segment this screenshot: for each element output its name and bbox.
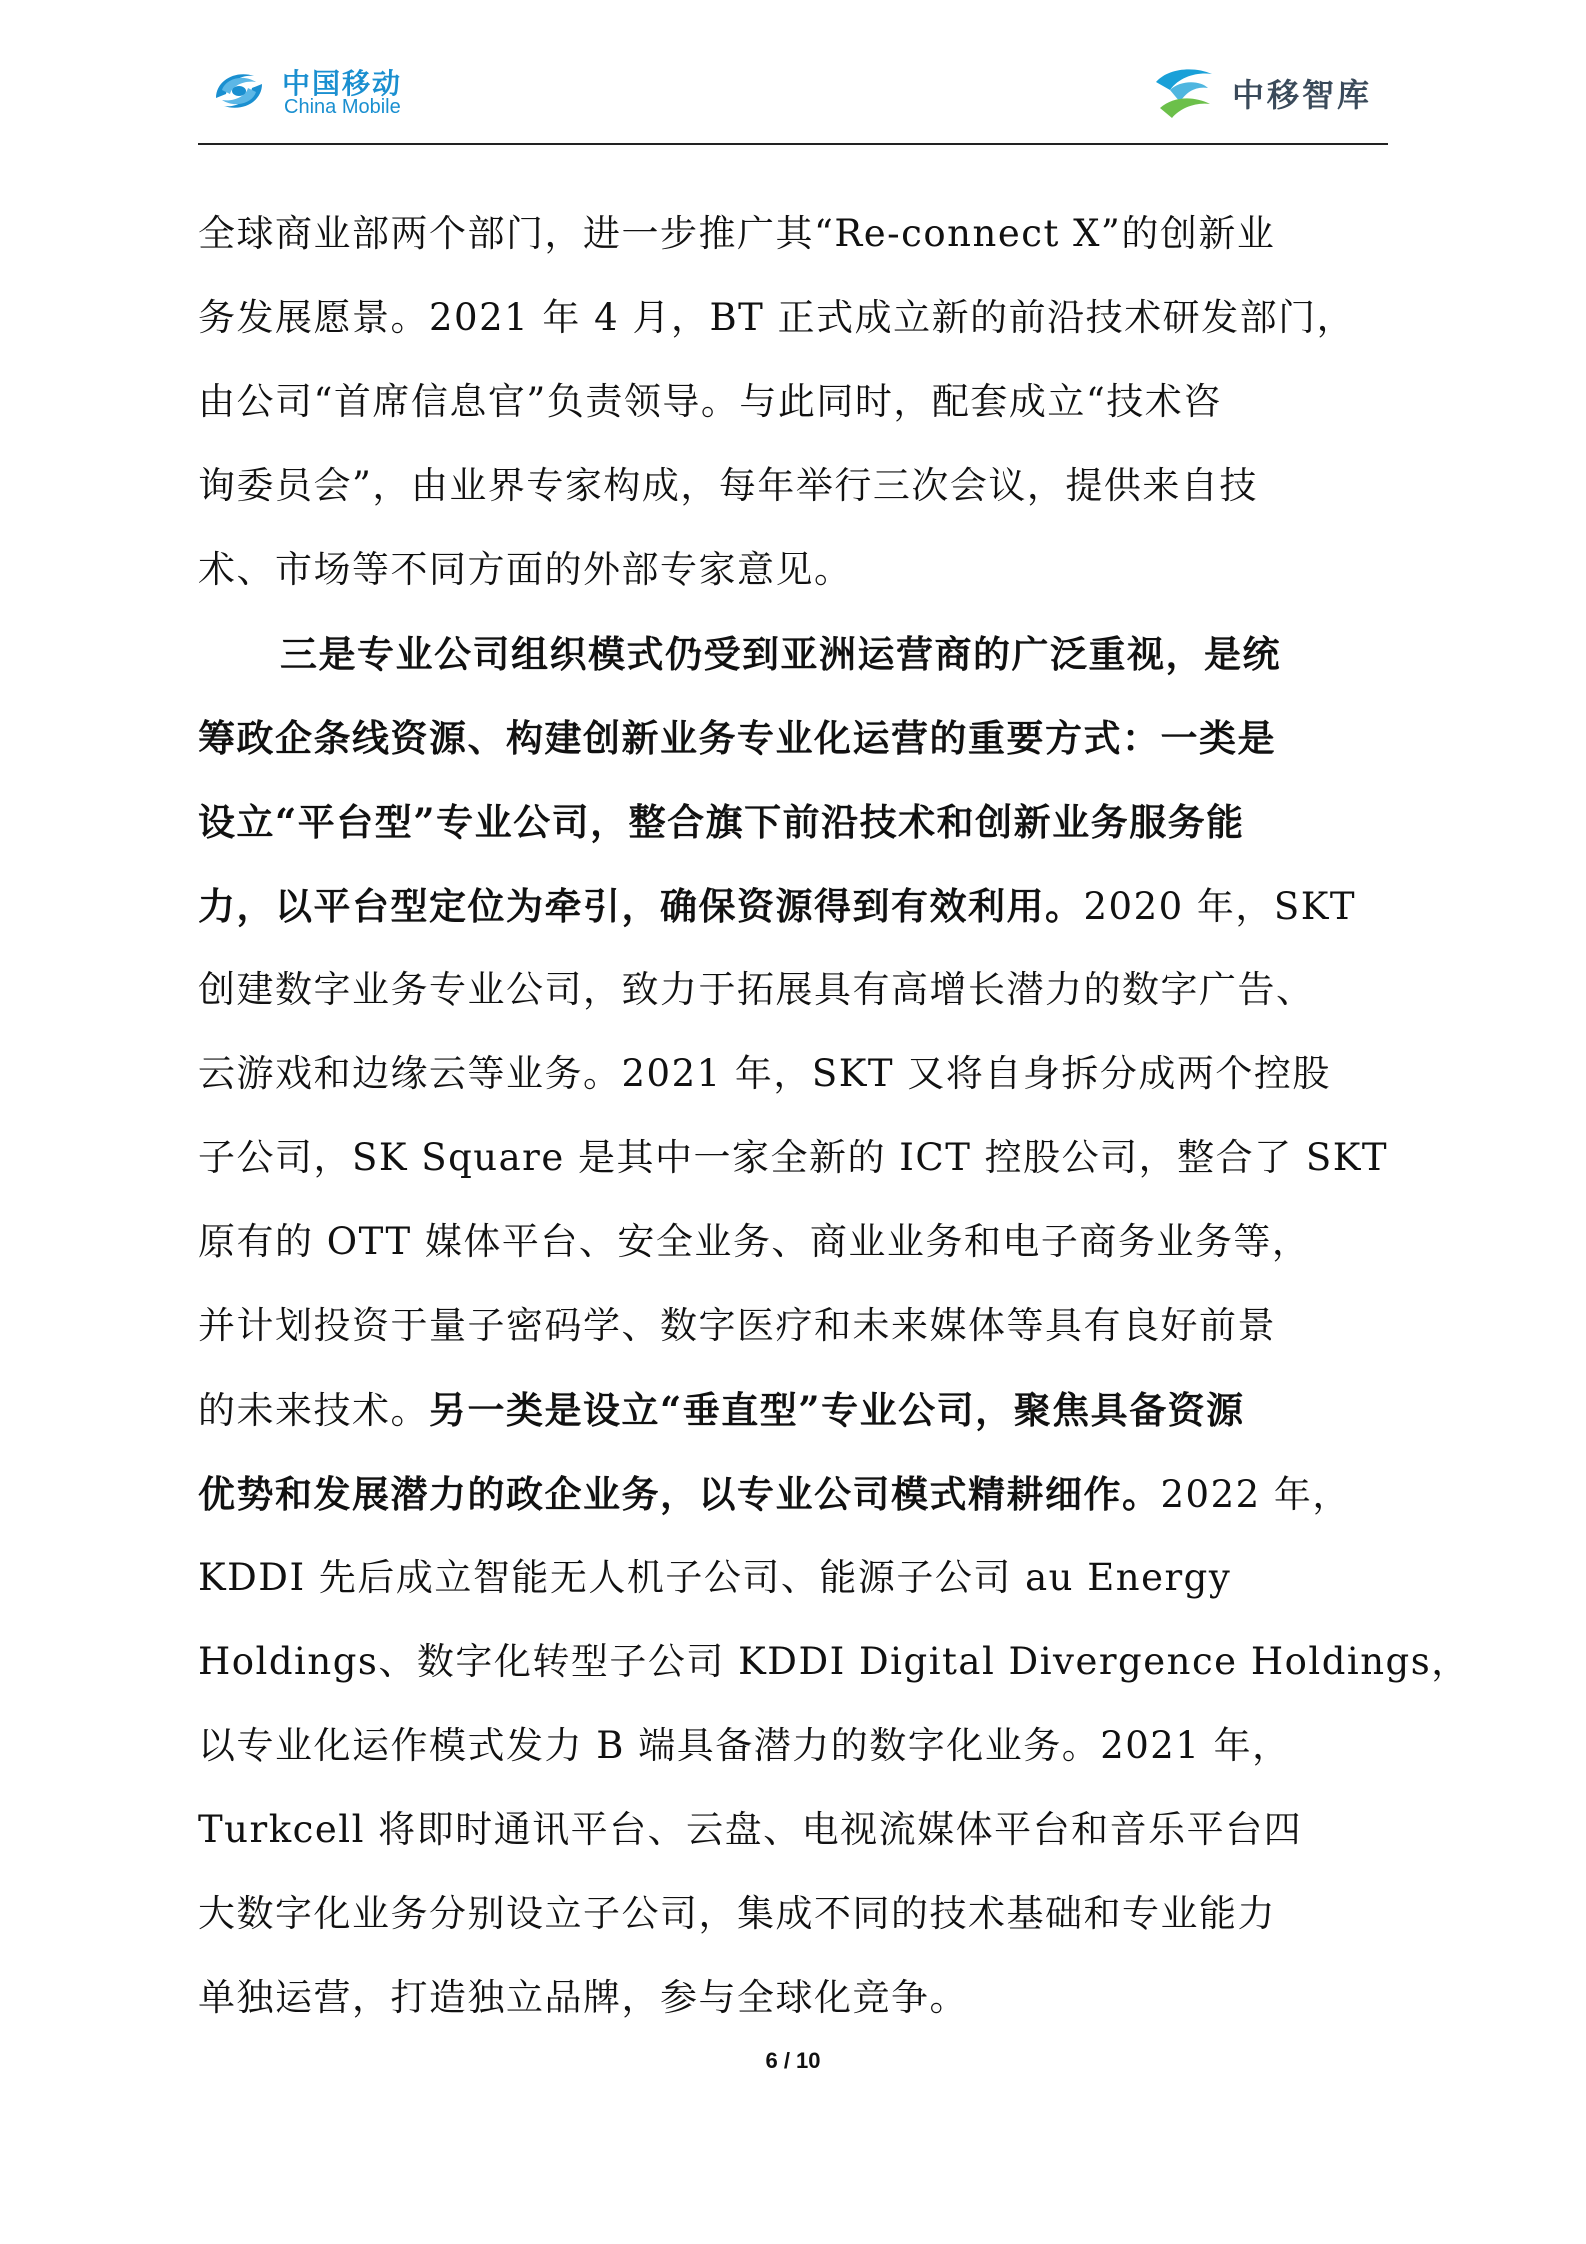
bold-text-segment: 力，以平台型定位为牵引，确保资源得到有效利用。 — [198, 884, 1084, 928]
text-segment: 全球商业部两个部门，进一步推广其“Re-connect X”的创新业 — [198, 212, 1276, 255]
text-line — [198, 1872, 1390, 1956]
text-line — [198, 1536, 1390, 1620]
text-line — [198, 696, 1390, 780]
china-mobile-logo-icon — [208, 60, 270, 122]
china-mobile-en-name: China Mobile — [284, 96, 401, 118]
text-line — [198, 1956, 1390, 2040]
text-segment: 由公司“首席信息官”负责领导。与此同时，配套成立“技术咨 — [198, 380, 1222, 423]
text-segment: 以专业化运作模式发力 B 端具备潜力的数字化业务。2021 年， — [198, 1724, 1291, 1767]
text-segment: 2022 年， — [1160, 1473, 1351, 1516]
bold-text-segment: 三是专业公司组织模式仍受到亚洲运营商的广泛重视，是统 — [280, 632, 1281, 676]
text-segment: 术、市场等不同方面的外部专家意见。 — [198, 548, 853, 591]
text-segment: 原有的 OTT 媒体平台、安全业务、商业业务和电子商务业务等， — [198, 1220, 1311, 1263]
text-segment: 询委员会”，由业界专家构成，每年举行三次会议，提供来自技 — [198, 464, 1258, 507]
text-line — [198, 612, 1390, 696]
body-text — [198, 192, 1470, 2040]
bold-text-segment: 筹政企条线资源、构建创新业务专业化运营的重要方式：一类是 — [198, 716, 1276, 760]
header-divider — [198, 143, 1388, 145]
text-line — [198, 1620, 1470, 1704]
text-line — [198, 1284, 1390, 1368]
china-mobile-cn-name: 中国移动 — [282, 67, 403, 100]
text-line — [198, 864, 1390, 948]
text-segment: 大数字化业务分别设立子公司，集成不同的技术基础和专业能力 — [198, 1892, 1276, 1935]
text-segment: KDDI 先后成立智能无人机子公司、能源子公司 au Energy — [198, 1556, 1232, 1599]
text-line — [198, 360, 1390, 444]
text-line — [198, 1704, 1390, 1788]
text-segment: Turkcell 将即时通讯平台、云盘、电视流媒体平台和音乐平台四 — [198, 1808, 1303, 1851]
text-line — [198, 948, 1390, 1032]
text-line — [198, 276, 1390, 360]
zhongyi-zhiku-logo — [1150, 56, 1380, 126]
text-line — [198, 780, 1390, 864]
text-line — [198, 444, 1390, 528]
bold-text-segment: 设立“平台型”专业公司，整合旗下前沿技术和创新业务服务能 — [198, 800, 1245, 844]
text-segment: 并计划投资于量子密码学、数字医疗和未来媒体等具有良好前景 — [198, 1304, 1276, 1347]
zhongyi-zhiku-name: 中移智库 — [1232, 76, 1373, 114]
text-line — [198, 1368, 1390, 1452]
text-line — [198, 528, 1390, 612]
china-mobile-logo — [208, 56, 428, 126]
zhongyi-zhiku-logo-icon — [1150, 60, 1220, 122]
text-line — [198, 1032, 1390, 1116]
bold-text-segment: 另一类是设立“垂直型”专业公司，聚焦具备资源 — [429, 1388, 1245, 1432]
page-number: 6 / 10 — [765, 2048, 821, 2073]
text-segment: 云游戏和边缘云等业务。2021 年，SKT 又将自身拆分成两个控股 — [198, 1052, 1331, 1095]
text-line — [198, 1200, 1390, 1284]
text-line — [198, 1116, 1390, 1200]
text-segment: 子公司，SK Square 是其中一家全新的 ICT 控股公司，整合了 SKT — [198, 1136, 1389, 1179]
text-segment: 的未来技术。 — [198, 1389, 429, 1432]
text-segment: 创建数字业务专业公司，致力于拓展具有高增长潜力的数字广告、 — [198, 968, 1315, 1011]
text-segment: 务发展愿景。2021 年 4 月，BT 正式成立新的前沿技术研发部门， — [198, 296, 1356, 339]
text-line — [198, 1788, 1390, 1872]
text-line — [198, 1452, 1390, 1536]
text-segment: 2020 年，SKT — [1083, 885, 1357, 928]
bold-text-segment: 优势和发展潜力的政企业务，以专业公司模式精耕细作。 — [198, 1472, 1161, 1516]
text-segment: Holdings、数字化转型子公司 KDDI Digital Divergence Holdings， — [198, 1640, 1470, 1683]
text-line — [198, 192, 1390, 276]
text-segment: 单独运营，打造独立品牌，参与全球化竞争。 — [198, 1976, 968, 2019]
page-header — [0, 0, 1586, 150]
